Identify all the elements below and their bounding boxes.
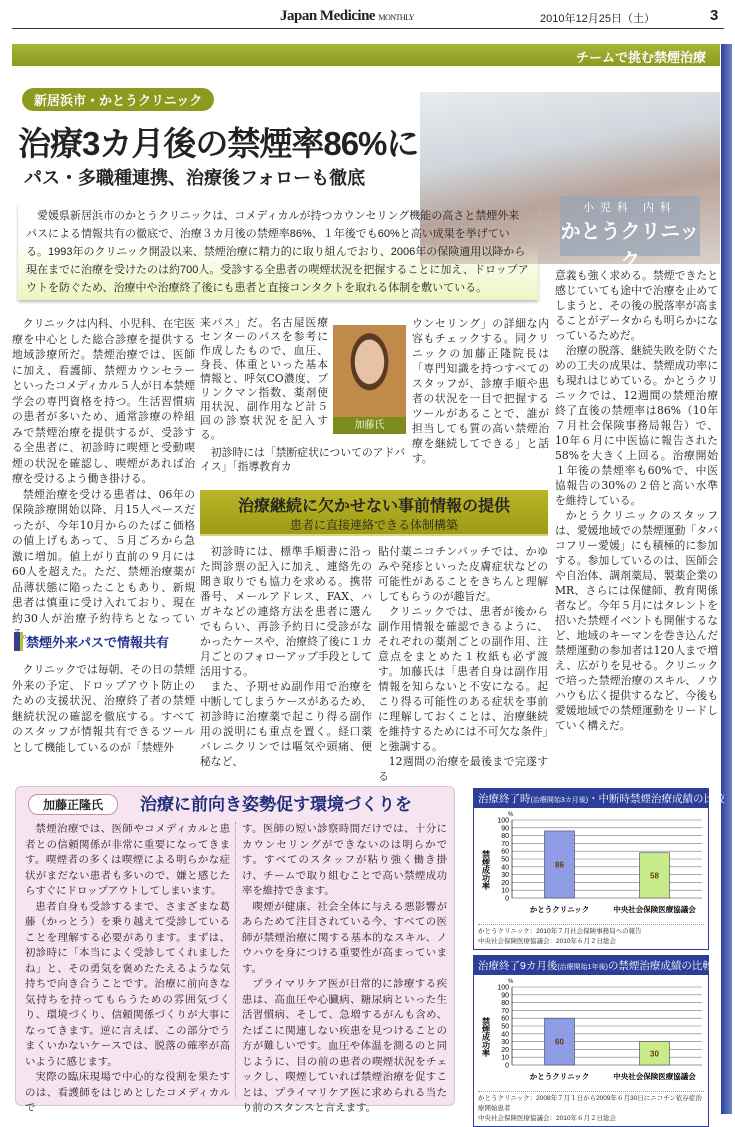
paragraph: 禁煙治療を受ける患者は、06年の保険診療開始以降、月15人ペースだったが、今年10月からのたばこ価格の値上げもあって、５月ごろから急激に増加。値上がり直前の９月には60人を超えた。ただ、禁煙治療薬が品薄状態に陥ったこともあり、新規患者は慎重に受け入れており、現在約30人が治療予約待ちとなっている。 [12,487,195,640]
body-column-right [555,268,718,733]
paragraph: ウンセリング」の詳細な内容もチェックする。同クリニックの加藤正隆院長は「専門知識を持つすべてのスタッフが、診療手順や患者の状況を一目で把握するツールがあることで、誰が担当しても質の高い禁煙治療を継続してできる」と話す。 [412,317,549,465]
y-axis-label: 禁煙成功率 [481,850,491,890]
issue-date: 2010年12月25日（土） [540,13,655,25]
y-tick-label: 0 [505,1062,509,1070]
body-column-3 [412,316,549,466]
paragraph: プライマリケア医が日常的に診療する疾患は、高血圧や心臓病、糖尿病といった生活習慣病、そして、急増するがんも含め、たばこに関連しない疾患を見つけることの方が難しいです。血圧や体温を測るのと同じように、目の前の患者の喫煙状況をチェックし、喫煙していれば禁煙治療を促すことは、プライマリケア医に求められる当たり前のスタンスと言えます。 [242,978,447,1114]
y-tick-label: 30 [501,1039,509,1047]
paragraph: かとうクリニックのスタッフは、愛媛地域での禁煙運動「タバコフリー愛媛」にも積極的に参加する。参加しているのは、医師会や自治体、調剤薬局、製薬企業のMR、さらには保健師、教育関係者など。今年５月にはタレントを招いた禁煙イベントも開催するなど、地域のキーマンを巻き込んだ禁煙運動の参加者は120人まで増え、広がりを見せる。クリニックで培った禁煙治療のスキル、ノウハウも広く提供するなど、今後も愛媛地域での禁煙運動をリードしていく構えだ。 [555,509,718,732]
paragraph: 実際の臨床現場で中心的な役割を果たすのは、看護師をはじめとしたコメディカルで [25,1071,230,1114]
subhead-main: 治療継続に欠かせない事前情報の提供 [237,496,510,515]
paragraph: 患者自身も受診するまで、さまざまな葛藤（かっとう）を乗り越えて受診していることを理解する必要があります。まずは、初診時に「本当によく受診してくれましたね」と、その勇気を褒めたたえるような気持ちで向き合うことです。治療に前向きな気持ちを持ってもらうための雰囲気づくり、環境づくり、信頼関係づくりが大事になってきます。逆に言えば、この部分でうまくいかないケースでは、脱落の確率が高いように感じます。 [25,900,230,1068]
data-label: 58 [650,871,659,881]
y-tick-label: 30 [501,872,509,880]
sign-name: かとうクリニック [560,221,700,272]
body-column-a [200,544,372,769]
interview-column-left [25,822,230,1117]
body-column-2-end [200,446,405,474]
y-unit: % [508,979,514,985]
paragraph: 喫煙が健康、社会全体に与える悪影響があらためて注目されている今、すべての医師が禁煙治療に関する基本的なスキル、ノウハウを身につける重要性が高まっています。 [242,900,447,975]
y-unit: % [508,812,514,818]
chart-plot [474,975,708,1087]
data-label: 60 [555,1037,564,1047]
y-tick-label: 90 [501,825,509,833]
y-tick-label: 10 [501,887,509,895]
chart-2 [473,955,713,1127]
x-tick-label: かとうクリニック [529,1072,590,1081]
y-tick-label: 90 [501,992,509,1000]
column-divider [235,822,236,1098]
subhead-box [200,490,548,536]
side-bar [721,44,732,1114]
paragraph: 貼付薬ニコチンパッチでは、かゆみや発疹といった皮膚症状などの可能性があることをきちんと理解してもらうのが趣旨だ。 [378,545,548,603]
chart-notes: かとうクリニック：2008年７月１日から2009年６月30日にニコチン依存症治療開始患者 中央社会保険医療協議会：2010年６月２日総会 [478,1091,704,1126]
y-tick-label: 20 [501,1046,509,1054]
y-axis-label: 禁煙成功率 [481,1017,491,1057]
doctor-photo [333,325,406,417]
section-heading: 禁煙外来パスで情報共有 [14,632,169,651]
y-tick-label: 80 [501,833,509,841]
data-label: 30 [650,1049,659,1059]
paragraph: クリニックは内科、小児科、在宅医療を中心とした総合診療を提供する地域診療所だ。禁煙治療では、医師に加え、看護師、禁煙カウンセラーといったコメディカル５人が日本禁煙学会の専門資格を持つ。生活習慣病の患者が多いため、通常診療の枠組みで禁煙治療を提供するが、受診する全患者に、初診時に喫煙と受動喫煙の状況を確認し、喫煙があれば治療を受けるよう働き掛ける。 [12,317,195,485]
paragraph: す。医師の短い診察時間だけでは、十分にカウンセリングができないのは明らかです。すべてのスタッフが粘り強く働き掛け、チームで取り組むことで高い禁煙成功率を維持できます。 [242,823,447,897]
y-tick-label: 70 [501,1007,509,1015]
interview-title: 治療に前向き姿勢促す環境づくりを [140,795,412,814]
paragraph: 禁煙治療では、医師やコメディカルと患者との信頼関係が非常に重要になってきます。喫煙者の多くは喫煙による明らかな症状がまだない患者も多いので、嫌と感じたらすぐにドロップアウトしてしまいます。 [25,823,230,897]
chart-plot [474,808,708,920]
y-tick-label: 10 [501,1054,509,1062]
y-tick-label: 100 [497,984,509,992]
masthead [280,8,414,25]
paragraph: クリニックでは毎朝、その日の禁煙外来の予定、ドロップアウト防止のための支援状況、治療終了者の禁煙継続状況の確認を徹底する。すべてのスタッフが情報共有できるツールとして機能しているのが「禁煙外 [12,663,195,754]
interviewee-name: 加藤正隆氏 [28,794,118,815]
chart-1 [473,788,725,950]
body-column-1 [12,316,195,642]
sub-headline: パス・多職種連携、治療後フォローも徹底 [24,168,366,189]
y-tick-label: 0 [505,895,509,903]
paragraph: 初診時には「禁断症状についてのアドバイス」「指導教育カ [200,446,405,473]
body-column-1b [12,662,195,755]
y-tick-label: 40 [501,864,509,872]
chart-title: 治療終了9カ月後(治療開始1年後)の禁煙治療成績の比較 [474,956,708,975]
clinic-tag: 新居浜市・かとうクリニック [22,88,214,111]
interview-column-right [242,822,447,1117]
y-tick-label: 70 [501,840,509,848]
series-banner: チームで挑む禁煙治療 [12,44,720,66]
paragraph: 来パス」だ。名古屋医療センターのパスを参考に作成したもので、血圧、身長、体重といった基本情報と、呼気CO濃度、ブリンクマン指数、薬剤使用状況、副作用など計５回の診察状況を記入する。 [200,316,328,441]
paragraph: 12週間の治療を最後まで完遂する [378,755,548,783]
x-tick-label: 中央社会保険医療協議会 [613,905,696,914]
masthead-title: Japan Medicine [280,8,376,24]
y-tick-label: 20 [501,879,509,887]
doctor-caption: 加藤氏 [333,417,406,434]
chart-notes: かとうクリニック：2010年７月社会保険事務局への報告 中央社会保険医療協議会：2010年６月２日総会 [478,924,704,949]
y-tick-label: 60 [501,1015,509,1023]
clinic-sign [560,196,700,272]
x-tick-label: かとうクリニック [529,905,590,914]
y-tick-label: 80 [501,1000,509,1008]
x-tick-label: 中央社会保険医療協議会 [613,1072,696,1081]
paragraph: また、予期せぬ副作用で治療を中断してしまうケースがあるため、初診時に治療薬で起こり得る副作用の説明にも重点を置く。経口薬バレニクリンでは嘔気や頭痛、便秘など、 [200,680,372,768]
paragraph: 意義も強く求める。禁煙できたと感じていても途中で治療を止めてしまうと、その後の脱落率が高まることがデータからも明らかになっているためだ。 [555,269,718,342]
paragraph: 治療の脱落、継続失敗を防ぐための工夫の成果は、禁煙成功率にも現れはじめている。かとうクリニックでは、12週間の禁煙治療終了直後の禁煙率は86%（10年７月社会保険事務局報告）で、10年６月に中医協に報告された58%を大きく上回る。治療開始１年後の禁煙率も60%で、中医協報告の30%の２倍と高い水準を維持している。 [555,344,718,507]
body-column-b [378,544,548,784]
paragraph: 初診時には、標準手順書に沿った問診票の記入に加え、連絡先の聞き取りでも協力を求める。携帯番号、メールアドレス、FAX、ハガキなどの連絡方法を患者に選んでもらい、再診予約日に受診がなかったケースや、治療終了後に１カ月ごとのフォローアップ手段として活用する。 [200,545,372,678]
masthead-sub: MONTHLY [378,13,415,22]
data-label: 86 [555,860,564,870]
y-tick-label: 40 [501,1031,509,1039]
page-number: 3 [710,7,719,24]
y-tick-label: 100 [497,817,509,825]
sign-departments: 小児科 内科 [582,202,678,214]
chart-title: 治療終了時(治療開始3カ月後)・中断時禁煙治療成績の比較 [474,789,708,808]
lead-paragraph: 愛媛県新居浜市のかとうクリニックは、コメディカルが持つカウンセリング機能の高さと禁煙外来パスによる情報共有の徹底で、治療３カ月後の禁煙率86%、１年後でも60%と高い成果を挙げている。1993年のクリニック開設以来、禁煙治療に精力的に取り組んでおり、2006年の保険適用以降から現在までに治療を受けたのは約700人。受診する全患者の喫煙状況を把握することに加え、ドロップアウトを防ぐため、治療中や治療終了後にも患者と直接コンタクトを取れる体制を敷いている。 [18,204,538,300]
headline: 治療3カ月後の禁煙率86%に [18,125,419,162]
subhead-sub: 患者に直接連絡できる体制構築 [289,518,458,532]
y-tick-label: 60 [501,848,509,856]
body-column-2 [200,316,328,442]
y-tick-label: 50 [501,856,509,864]
paragraph: クリニックでは、患者が後から副作用情報を確認できるように、それぞれの薬剤ごとの副作用、注意点をまとめた１枚紙も必ず渡す。加藤氏は「患者自身は副作用情報を知らないと不安になる。起こり得る可能性のある症状を事前に理解しておくことは、治療継続を維持するためには不可欠な条件」と強調する。 [378,605,548,753]
y-tick-label: 50 [501,1023,509,1031]
header-rule [12,28,724,29]
